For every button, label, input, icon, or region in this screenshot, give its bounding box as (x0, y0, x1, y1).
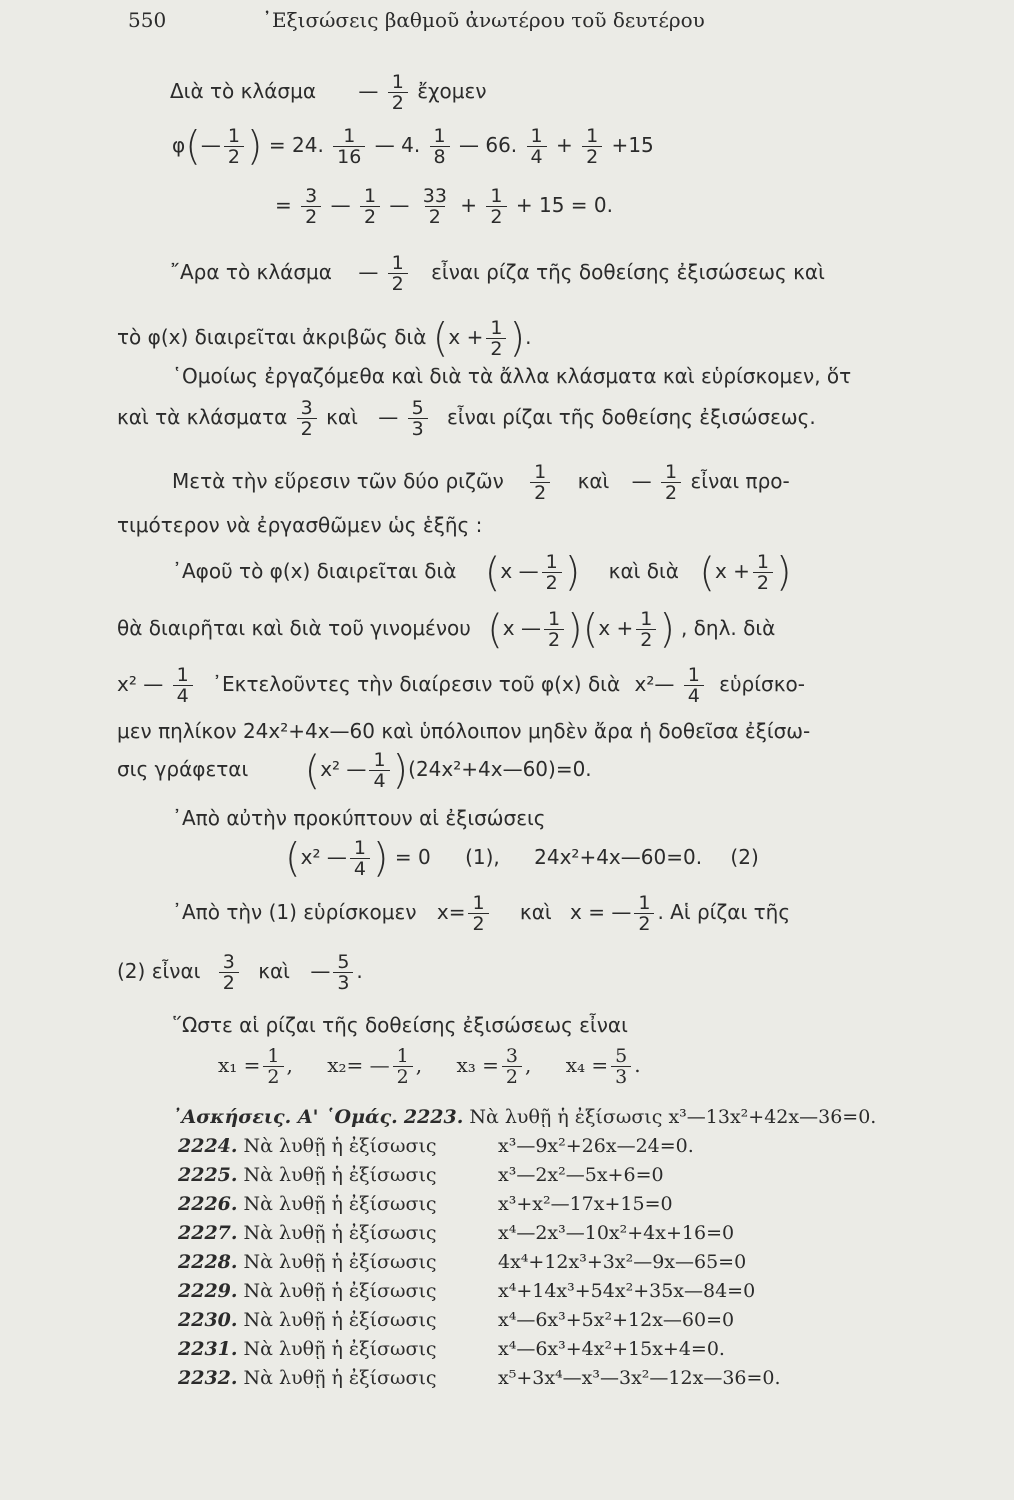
equations-1-2 (285, 835, 759, 882)
denominator: 2 (393, 1066, 413, 1087)
comma: , (524, 1053, 532, 1077)
fraction-one-half (544, 609, 564, 650)
x-equals-neg: x = — (570, 900, 632, 924)
exercise-text: Νὰ λυθῇ ἡ ἐξίσωσις (243, 1135, 437, 1157)
line-protimoteron: τιμότερον νὰ ἐργασθῶμεν ὡς ἑξῆς : (117, 513, 483, 537)
exercise-2228 (178, 1251, 747, 1273)
numerator: 33 (422, 185, 447, 207)
numerator: 1 (534, 461, 547, 483)
phi-symbol: φ (172, 133, 186, 157)
denominator: 2 (301, 206, 321, 227)
numerator: 1 (490, 185, 503, 207)
exercise-2226 (178, 1193, 673, 1215)
x2-minus: x² — (117, 672, 164, 696)
numerator: 1 (353, 837, 366, 859)
denominator: 2 (530, 482, 550, 503)
fraction-one-eighth (430, 126, 450, 167)
text-ara: ῎Αρα τὸ κλάσμα (170, 260, 332, 284)
equals-sign: = (275, 193, 292, 217)
roots-list (218, 1046, 641, 1087)
line-apo-tin-1 (172, 893, 790, 934)
paren-open: ( (185, 123, 201, 170)
exercise-text: Νὰ λυθῇ ἡ ἐξίσωσις (243, 1280, 437, 1302)
numerator: 1 (391, 71, 404, 93)
fraction-one-half (636, 609, 656, 650)
fraction-one-half (468, 893, 488, 934)
paren-close: ) (659, 606, 675, 653)
exercise-number: 2224. (178, 1135, 238, 1157)
root-x3-label: x₃ = (456, 1053, 499, 1077)
exercise-number: 2226. (178, 1193, 238, 1215)
running-title: ᾿Εξισώσεις βαθμοῦ ἀνωτέρου τοῦ δευτέρου (262, 8, 705, 32)
exercise-text: Νὰ λυθῇ ἡ ἐξίσωσις (243, 1309, 437, 1331)
denominator: 2 (224, 146, 244, 167)
exercise-2224 (178, 1135, 694, 1157)
fraction-one-quarter (173, 665, 193, 706)
period: . (356, 959, 363, 983)
minus-sign: — (358, 79, 379, 103)
paren-close: ) (372, 835, 389, 882)
text-einai-riza: εἶναι ρίζα τῆς δοθείσης ἐξισώσεως καὶ (431, 260, 825, 284)
text-kai-dia: καὶ διὰ (608, 559, 679, 583)
exercise-number: 2223. (403, 1106, 464, 1128)
minus-sign: — (358, 260, 379, 284)
denominator: 2 (468, 913, 488, 934)
line-2-einai (117, 952, 363, 993)
paren-open: ( (432, 315, 449, 362)
exercise-2231 (178, 1338, 725, 1360)
numerator: 3 (222, 951, 235, 973)
exercise-text: Νὰ λυθῇ ἡ ἐξίσωσις (243, 1367, 437, 1389)
fraction-one-half (360, 186, 380, 227)
denominator: 4 (350, 858, 370, 879)
fraction-one-half (486, 318, 506, 359)
fraction-one-half (661, 462, 681, 503)
equation-label-1: (1), (465, 845, 500, 869)
text-kai: καὶ (258, 959, 290, 983)
line-pilikon: μεν πηλίκον 24x²+4x—60 καὶ ὑπόλοιπον μηδὲν ἄρα ἡ δοθεῖσα ἐξίσω- (117, 719, 811, 743)
fraction-one-quarter (350, 838, 370, 879)
dot: . (317, 133, 324, 157)
paren-close: ) (392, 747, 409, 794)
denominator: 2 (502, 1066, 522, 1087)
page-number: 550 (128, 8, 167, 32)
comma: , (286, 1053, 293, 1077)
exercise-equation: x⁴+14x³+54x²+35x—84=0 (498, 1280, 756, 1302)
text-eyrisko: εὑρίσκο- (719, 672, 805, 696)
dot: . (510, 133, 518, 157)
exercise-equation: 4x⁴+12x³+3x²—9x—65=0 (498, 1251, 747, 1273)
exercise-number: 2225. (178, 1164, 238, 1186)
exercise-number: 2230. (178, 1309, 238, 1331)
numerator: 1 (433, 125, 446, 147)
x-plus: x + (448, 325, 484, 349)
fraction-five-thirds (408, 398, 428, 439)
text-einai-pro: εἶναι προ- (690, 469, 790, 493)
numerator: 1 (343, 125, 356, 147)
x-equals: x= (436, 900, 466, 924)
fraction-one-half (486, 186, 506, 227)
text-kai: καὶ (577, 469, 610, 493)
exercise-equation: x³—9x²+26x—24=0. (498, 1135, 694, 1157)
denominator: 2 (544, 629, 564, 650)
plus-sign: + (460, 193, 478, 217)
numerator: 1 (391, 252, 404, 274)
numerator: 1 (687, 664, 700, 686)
exercise-text: Νὰ λυθῇ ἡ ἐξίσωσις (243, 1338, 437, 1360)
fraction-one-half (753, 552, 773, 593)
exercise-2227 (178, 1222, 735, 1244)
text-grafetai: σις γράφεται (117, 757, 249, 781)
line-dia-to-klasma (170, 72, 487, 113)
period: . (525, 325, 532, 349)
fraction-one-quarter (369, 750, 389, 791)
minus-sign: — (374, 133, 395, 157)
coef-24: 24 (292, 133, 318, 157)
exercise-2230 (178, 1309, 735, 1331)
fraction-three-halves (297, 398, 317, 439)
line-grafetai (117, 747, 592, 794)
fraction-three-halves (301, 186, 321, 227)
line-afou-diaireitai (172, 549, 792, 596)
period: . (634, 1053, 641, 1077)
numerator: 3 (505, 1045, 518, 1067)
fraction-one-half (224, 126, 244, 167)
const-15: 15 (628, 133, 654, 157)
paren-open: ( (285, 835, 301, 882)
denominator: 2 (263, 1066, 283, 1087)
text-kai: καὶ (519, 900, 552, 924)
numerator: 5 (411, 397, 424, 419)
equals-zero: = 0 (394, 845, 431, 869)
denominator: 4 (684, 685, 704, 706)
denominator: 2 (486, 338, 506, 359)
exercise-number: 2231. (178, 1338, 238, 1360)
denominator: 3 (408, 418, 428, 439)
paren-open: ( (304, 747, 321, 794)
x-minus: x — (500, 559, 539, 583)
denominator: 8 (430, 146, 450, 167)
text-kai-ta-klasmata: καὶ τὰ κλάσματα (117, 405, 288, 429)
exercise-2223 (172, 1106, 876, 1128)
paren-close: ) (246, 123, 263, 170)
fraction-one-half (263, 1046, 283, 1087)
plus-sign: + (611, 133, 629, 157)
denominator: 4 (527, 146, 547, 167)
numerator: 1 (472, 892, 485, 914)
x-plus: x + (714, 559, 750, 583)
plus-sign: + (555, 133, 573, 157)
minus-sign: — (458, 133, 479, 157)
line-ta-klasmata (117, 398, 816, 439)
fraction-one-half (393, 1046, 413, 1087)
paren-close: ) (775, 549, 792, 596)
comma: , (415, 1053, 423, 1077)
numerator: 1 (267, 1045, 280, 1067)
root-x2-label: x₂= — (327, 1053, 390, 1077)
fraction-one-quarter (527, 126, 547, 167)
line-ara-to-klasma (170, 253, 825, 294)
x-plus: x + (598, 616, 634, 640)
fraction-33-halves (419, 186, 451, 227)
text-apo-tin-1: ᾿Απὸ τὴν (1) εὑρίσκομεν (172, 900, 417, 924)
text-ekteloyntes: ᾿Εκτελοῦντες τὴν διαίρεσιν τοῦ φ(x) διὰ (212, 672, 621, 696)
denominator: 2 (634, 913, 654, 934)
exercise-equation: x³+x²—17x+15=0 (498, 1193, 673, 1215)
equals-sign: = (268, 133, 286, 157)
numerator: 1 (545, 551, 558, 573)
line-oste: ῞Ωστε αἱ ρίζαι τῆς δοθείσης ἐξισώσεως εἶναι (172, 1013, 628, 1037)
line-phi-divisible (117, 315, 532, 362)
line-meta-tin-euresin (172, 462, 790, 503)
equation-2: 24x²+4x—60=0. (534, 845, 703, 869)
denominator: 3 (333, 972, 353, 993)
exercise-equation: x⁵+3x⁴—x³—3x²—12x—36=0. (498, 1367, 781, 1389)
exercise-2229 (178, 1280, 756, 1302)
minus-sign: — (330, 193, 351, 217)
paren-close: ) (509, 315, 526, 362)
equation-sum-zero (275, 186, 613, 227)
denominator: 2 (425, 206, 445, 227)
numerator: 1 (665, 461, 678, 483)
coef-4: 4 (401, 133, 414, 157)
numerator: 1 (227, 125, 240, 147)
denominator: 2 (636, 629, 656, 650)
minus-sign: — (310, 959, 331, 983)
line-tha-diairitai (117, 606, 776, 653)
paren-open: ( (582, 606, 599, 653)
minus-sign: — (631, 469, 652, 493)
x2-minus: x² — (320, 757, 367, 781)
fraction-three-halves (502, 1046, 522, 1087)
text-exomen: ἔχομεν (417, 79, 487, 103)
dot: . (413, 133, 421, 157)
line-prokyptoun: ᾿Απὸ αὐτὴν προκύπτουν αἱ ἐξισώσεις (172, 806, 546, 830)
root-x4-label: x₄ = (565, 1053, 609, 1077)
text-dia-to-klasma: Διὰ τὸ κλάσμα (170, 79, 317, 103)
numerator: 1 (756, 551, 769, 573)
denominator: 3 (611, 1066, 631, 1087)
fraction-one-quarter (684, 665, 704, 706)
exercise-text: Νὰ λυθῇ ἡ ἐξίσωσις (243, 1222, 437, 1244)
equation-label-2: (2) (730, 845, 759, 869)
fraction-one-half (542, 552, 562, 593)
paren-close: ) (564, 549, 581, 596)
denominator: 4 (369, 770, 389, 791)
numerator: 1 (638, 892, 651, 914)
coef-66: 66 (485, 133, 511, 157)
text-tha-diairitai: θὰ διαιρῆται καὶ διὰ τοῦ γινομένου (117, 616, 471, 640)
text-kai: καὶ (326, 405, 358, 429)
fraction-one-half (388, 72, 408, 113)
text-dil-dia: , δηλ. διὰ (680, 616, 776, 640)
x2-minus: x² — (300, 845, 347, 869)
exercise-number: 2229. (178, 1280, 238, 1302)
exercise-text: Νὰ λυθῇ ἡ ἐξίσωσις (469, 1106, 663, 1128)
denominator: 2 (360, 206, 380, 227)
numerator: 1 (530, 125, 543, 147)
denominator: 2 (388, 92, 408, 113)
fraction-one-sixteenth (333, 126, 365, 167)
numerator: 3 (305, 185, 318, 207)
root-x1-label: x₁ = (218, 1053, 261, 1077)
numerator: 1 (363, 185, 377, 207)
exercise-equation: x³—2x²—5x+6=0 (498, 1164, 664, 1186)
paren-open: ( (699, 549, 715, 596)
exercise-2225 (178, 1164, 664, 1186)
exercise-number: 2232. (178, 1367, 238, 1389)
exercises-heading: ᾿Ασκήσεις. Α' ῾Ομάς. (172, 1106, 398, 1128)
fraction-one-half (530, 462, 550, 503)
denominator: 2 (753, 572, 773, 593)
numerator: 1 (548, 608, 561, 630)
numerator: 3 (300, 397, 313, 419)
denominator: 16 (333, 146, 365, 167)
x2-minus: x²— (634, 672, 675, 696)
numerator: 1 (490, 317, 503, 339)
text-einai-rizai: εἶναι ρίζαι τῆς δοθείσης ἐξισώσεως. (447, 405, 816, 429)
numerator: 1 (176, 664, 189, 686)
denominator: 2 (542, 572, 562, 593)
numerator: 1 (373, 749, 386, 771)
denominator: 2 (219, 972, 239, 993)
factor-quadratic: (24x²+4x—60)=0. (408, 757, 592, 781)
denominator: 2 (388, 273, 408, 294)
minus-sign: — (378, 405, 399, 429)
paren-close: ) (567, 606, 583, 653)
exercise-text: Νὰ λυθῇ ἡ ἐξίσωσις (243, 1193, 437, 1215)
minus-sign: — (389, 193, 410, 217)
text-diaireitai: τὸ φ(x) διαιρεῖται ἀκριβῶς διὰ (117, 325, 427, 349)
text-2-einai: (2) εἶναι (117, 959, 201, 983)
numerator: 5 (337, 951, 350, 973)
exercise-equation: x⁴—6x³+4x²+15x+4=0. (498, 1338, 725, 1360)
text-meta: Μετὰ τὴν εὕρεσιν τῶν δύο ριζῶν (172, 469, 504, 493)
minus-sign: — (200, 133, 221, 157)
exercise-equation: x⁴—6x³+5x²+12x—60=0 (498, 1309, 735, 1331)
exercise-2232 (178, 1367, 781, 1389)
numerator: 5 (615, 1045, 628, 1067)
denominator: 2 (486, 206, 506, 227)
exercise-equation: x³—13x²+42x—36=0. (668, 1106, 877, 1128)
denominator: 4 (173, 685, 193, 706)
line-omoios: ῾Ομοίως ἐργαζόμεθα καὶ διὰ τὰ ἄλλα κλάσματα καὶ εὑρίσκομεν, ὅτ (172, 364, 852, 388)
numerator: 1 (640, 608, 653, 630)
exercise-number: 2227. (178, 1222, 238, 1244)
numerator: 1 (586, 125, 599, 147)
fraction-one-half (582, 126, 602, 167)
fraction-one-half (634, 893, 654, 934)
exercise-equation: x⁴—2x³—10x²+4x+16=0 (498, 1222, 735, 1244)
exercise-number: 2228. (178, 1251, 238, 1273)
paren-open: ( (484, 549, 501, 596)
denominator: 2 (661, 482, 681, 503)
text-ai-rizai: . Αἱ ρίζαι τῆς (657, 900, 791, 924)
fraction-five-thirds (333, 952, 353, 993)
fraction-three-halves (219, 952, 239, 993)
fraction-one-half (388, 253, 408, 294)
exercise-text: Νὰ λυθῇ ἡ ἐξίσωσις (243, 1251, 437, 1273)
numerator: 1 (396, 1045, 409, 1067)
x-minus: x — (502, 616, 541, 640)
sum-tail: + 15 = 0. (515, 193, 613, 217)
paren-open: ( (487, 606, 503, 653)
fraction-five-thirds (611, 1046, 631, 1087)
denominator: 2 (582, 146, 602, 167)
equation-phi-value (172, 123, 654, 170)
exercise-text: Νὰ λυθῇ ἡ ἐξίσωσις (243, 1164, 437, 1186)
denominator: 2 (297, 418, 317, 439)
line-ekteloyntes (117, 665, 805, 706)
text-afou: ᾿Αφοῦ τὸ φ(x) διαιρεῖται διὰ (172, 559, 457, 583)
